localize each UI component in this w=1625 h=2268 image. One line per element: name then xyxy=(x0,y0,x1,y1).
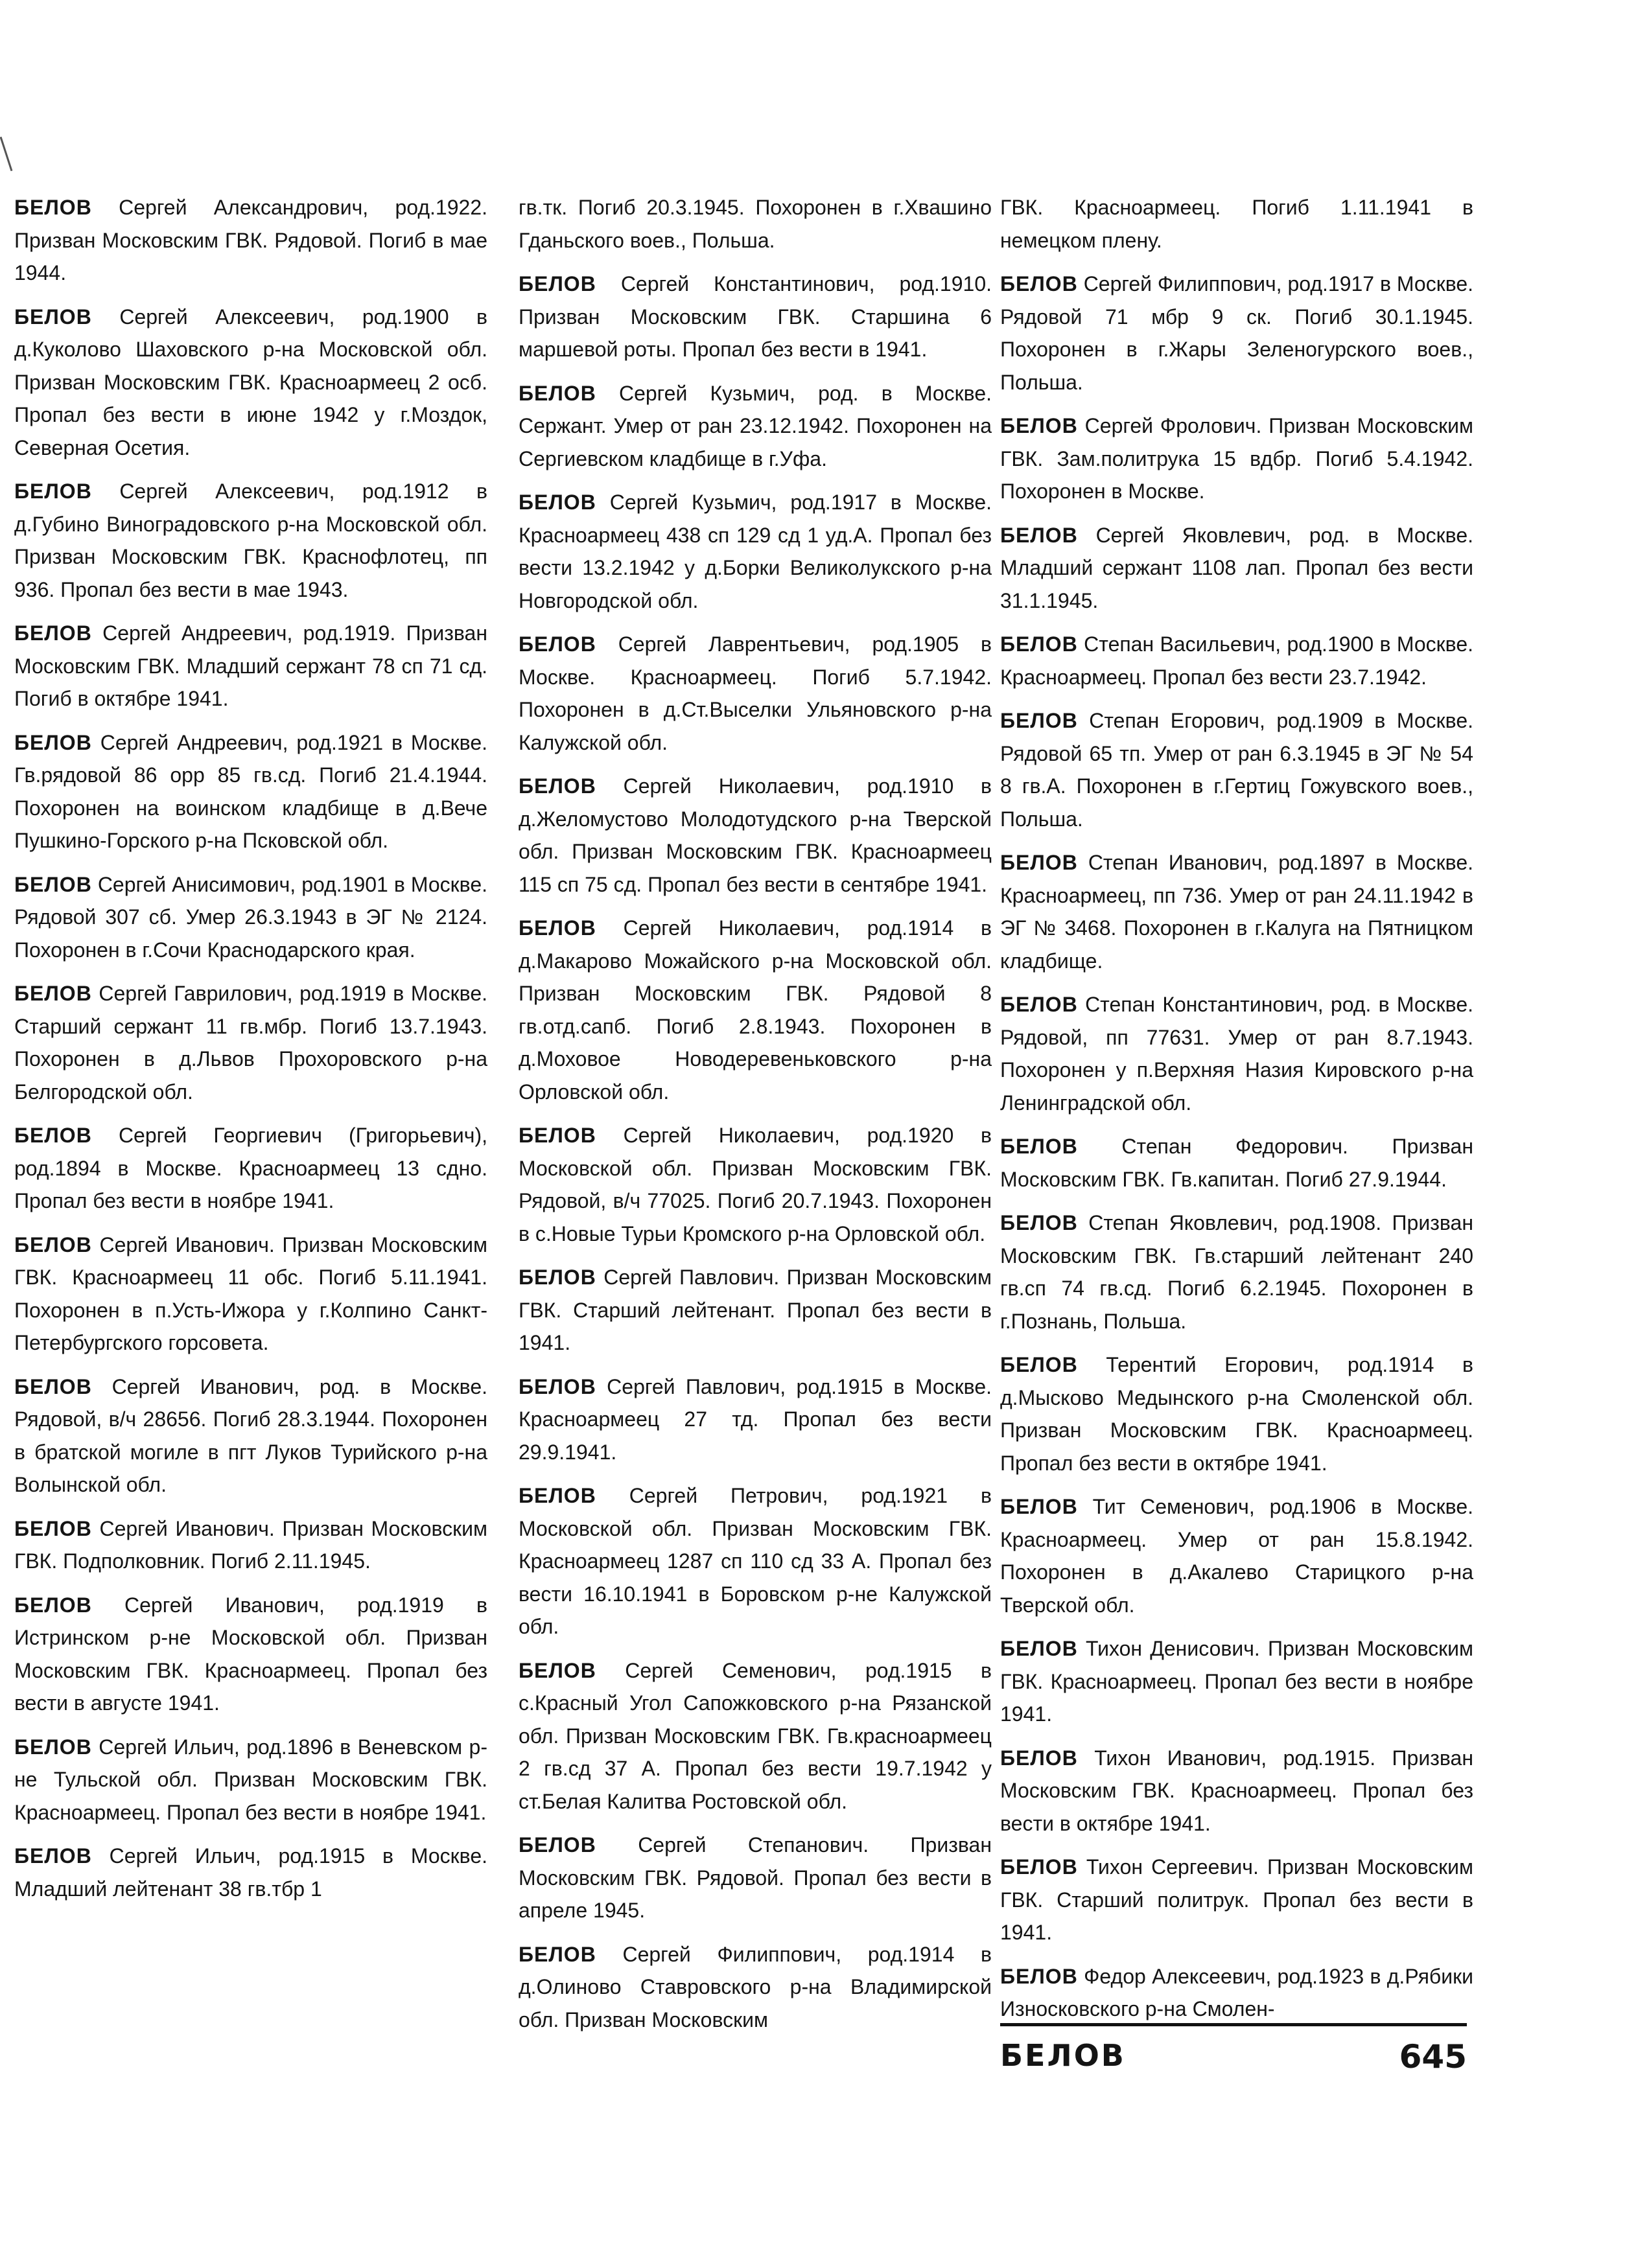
entry xyxy=(519,770,992,901)
entry-surname: БЕЛОВ xyxy=(519,1833,596,1857)
entry-text: Сергей Константинович, род.1910. Призван Московским ГВК. Старшина 6 маршевой роты. Пропал без вести в 1941. xyxy=(519,272,992,361)
entry xyxy=(14,191,487,290)
entry xyxy=(519,377,992,476)
entry-surname: БЕЛОВ xyxy=(1000,272,1078,295)
entry-text: Сергей Андреевич, род.1919. Призван Московским ГВК. Младший сержант 78 сп 71 сд. Погиб в октябре 1941. xyxy=(14,621,488,710)
entry-text: Сергей Филиппович, род.1914 в д.Олиново Ставровского р-на Владимирской обл. Призван Московским xyxy=(519,1942,992,2031)
entry-surname: БЕЛОВ xyxy=(519,1942,596,1966)
entry xyxy=(14,726,487,857)
entry xyxy=(1000,410,1473,508)
entry-text: Сергей Филиппович, род.1917 в Москве. Рядовой 71 мбр 9 ск. Погиб 30.1.1945. Похоронен в г.Жары Зеленогурского воев., Польша. xyxy=(1000,272,1474,394)
entry-text: Сергей Кузьмич, род.1917 в Москве. Красноармеец 438 сп 129 сд 1 уд.А. Пропал без вести 13.2.1942 у д.Борки Великолукского р-на Новгородской обл. xyxy=(519,491,992,612)
entry xyxy=(519,1119,992,1250)
entry-surname: БЕЛОВ xyxy=(1000,1746,1078,1770)
entry-surname: БЕЛОВ xyxy=(519,1266,596,1289)
entry xyxy=(519,1261,992,1360)
entry-text: Сергей Ильич, род.1915 в Москве. Младший лейтенант 38 гв.тбр 1 xyxy=(14,1844,487,1901)
entry-surname: БЕЛОВ xyxy=(14,1844,92,1868)
entry xyxy=(519,1938,992,2037)
entry xyxy=(1000,519,1473,618)
entry-text: Степан Иванович, род.1897 в Москве. Красноармеец, пп 736. Умер от ран 24.11.1942 в ЭГ № 3468. Похоронен в г.Калуга на Пятницком кладбище. xyxy=(1000,851,1473,973)
entry-text: Сергей Петрович, род.1921 в Московской обл. Призван Московским ГВК. Красноармеец 1287 сп 110 сд 33 А. Пропал без вести 16.10.1941 в Боровском р-не Калужской обл. xyxy=(519,1484,992,1638)
entry-text: Степан Егорович, род.1909 в Москве. Рядовой 65 тп. Умер от ран 6.3.1945 в ЭГ № 54 8 гв.А. Похоронен в г.Гертиц Гожувского воев., Польша. xyxy=(1000,709,1474,831)
entry-text: Сергей Георгиевич (Григорьевич), род.1894 в Москве. Красноармеец 13 сдно. Пропал без вести в ноябре 1941. xyxy=(14,1124,488,1212)
entry xyxy=(1000,1490,1473,1621)
entry-text: Сергей Яковлевич, род. в Москве. Младший сержант 1108 лап. Пропал без вести 31.1.1945. xyxy=(1000,523,1473,612)
column-2 xyxy=(519,191,992,2047)
entry xyxy=(1000,1348,1473,1479)
entry xyxy=(14,1840,487,1905)
column-1 xyxy=(14,191,487,1916)
entry-surname: БЕЛОВ xyxy=(519,774,596,798)
entry-text: Сергей Николаевич, род.1914 в д.Макарово Можайского р-на Московской обл. Призван Московским ГВК. Рядовой 8 гв.отд.сапб. Погиб 2.8.1943. Похоронен в д.Моховое Новодеревеньковского р-на Орловской обл. xyxy=(519,916,992,1104)
entry xyxy=(519,486,992,617)
entry-text: Сергей Андреевич, род.1921 в Москве. Гв.рядовой 86 орр 85 гв.сд. Погиб 21.4.1944. Похоронен на воинском кладбище в д.Вече Пушкино-Горского р-на Псковской обл. xyxy=(14,730,488,852)
entry-surname: БЕЛОВ xyxy=(1000,1135,1078,1158)
entry-surname: БЕЛОВ xyxy=(14,480,92,503)
entry-surname: БЕЛОВ xyxy=(1000,1637,1078,1660)
entry xyxy=(14,475,487,606)
entry xyxy=(1000,1742,1473,1840)
entry-surname: БЕЛОВ xyxy=(1000,1964,1078,1988)
entry-text: Сергей Гаврилович, род.1919 в Москве. Старший сержант 11 гв.мбр. Погиб 13.7.1943. Похоронен в д.Львов Прохоровского р-на Белгородской обл. xyxy=(14,982,487,1104)
entry-text: ГВК. Красноармеец. Погиб 1.11.1941 в немецком плену. xyxy=(1000,196,1473,252)
entry xyxy=(14,1589,487,1720)
entry xyxy=(1000,191,1473,257)
entry-text: Степан Васильевич, род.1900 в Москве. Красноармеец. Пропал без вести 23.7.1942. xyxy=(1000,632,1474,689)
entry-surname: БЕЛОВ xyxy=(1000,632,1078,656)
entry-surname: БЕЛОВ xyxy=(1000,414,1078,437)
entry-surname: БЕЛОВ xyxy=(519,916,596,940)
entry xyxy=(14,977,487,1108)
entry-surname: БЕЛОВ xyxy=(14,1232,92,1256)
entry-text: Степан Константинович, род. в Москве. Рядовой, пп 77631. Умер от ран 8.7.1943. Похоронен у п.Верхняя Назия Кировского р-на Ленинградской обл. xyxy=(1000,993,1474,1115)
entry xyxy=(14,1731,487,1829)
entry-text: Сергей Алексеевич, род.1900 в д.Куколово Шаховского р-на Московской обл. Призван Московским ГВК. Красноармеец 2 осб. Пропал без вести в июне 1942 у г.Моздок, Северная Осетия. xyxy=(14,305,488,459)
entry xyxy=(519,1829,992,1927)
entry xyxy=(14,1371,487,1501)
entry xyxy=(1000,1130,1473,1196)
entry-text: Сергей Александрович, род.1922. Призван Московским ГВК. Рядовой. Погиб в мае 1944. xyxy=(14,196,487,284)
entry-surname: БЕЛОВ xyxy=(1000,523,1078,547)
entry-text: Тихон Иванович, род.1915. Призван Московским ГВК. Красноармеец. Пропал без вести в октябре 1941. xyxy=(1000,1746,1473,1835)
entry xyxy=(1000,846,1473,977)
entry xyxy=(14,1119,487,1218)
entry xyxy=(519,912,992,1108)
entry xyxy=(519,1479,992,1643)
entry-surname: БЕЛОВ xyxy=(14,730,92,754)
entry-surname: БЕЛОВ xyxy=(14,1374,92,1398)
entry-surname: БЕЛОВ xyxy=(1000,1495,1078,1518)
entry-text: Терентий Егорович, род.1914 в д.Мысково Медынского р-на Смоленской обл. Призван Московским ГВК. Красноармеец. Пропал без вести в октябре 1941. xyxy=(1000,1353,1474,1475)
entry-surname: БЕЛОВ xyxy=(14,982,92,1005)
entry-surname: БЕЛОВ xyxy=(519,1658,596,1682)
entry xyxy=(519,268,992,366)
entry-surname: БЕЛОВ xyxy=(1000,1211,1078,1234)
entry-text: Тихон Сергеевич. Призван Московским ГВК. Старший политрук. Пропал без вести в 1941. xyxy=(1000,1855,1473,1944)
footer-surname: БЕЛОВ xyxy=(1000,2038,1126,2073)
entry-surname: БЕЛОВ xyxy=(14,1593,92,1617)
entry-surname: БЕЛОВ xyxy=(14,1124,92,1147)
entry-surname: БЕЛОВ xyxy=(519,632,596,656)
entry-surname: БЕЛОВ xyxy=(1000,709,1078,732)
entry-text: Тихон Денисович. Призван Московским ГВК. Красноармеец. Пропал без вести в ноябре 1941. xyxy=(1000,1637,1474,1726)
entry-surname: БЕЛОВ xyxy=(14,621,92,645)
entry-text: Сергей Павлович. Призван Московским ГВК. Старший лейтенант. Пропал без вести в 1941. xyxy=(519,1266,992,1354)
entry-surname: БЕЛОВ xyxy=(14,1516,92,1540)
entry-surname: БЕЛОВ xyxy=(519,1374,596,1398)
scan-mark xyxy=(0,137,12,171)
entry xyxy=(1000,1632,1473,1731)
entry xyxy=(1000,988,1473,1119)
entry-text: Сергей Фролович. Призван Московским ГВК. Зам.политрука 15 вдбр. Погиб 5.4.1942. Похоронен в Москве. xyxy=(1000,414,1473,503)
column-3 xyxy=(1000,191,1473,2037)
entry-text: Тит Семенович, род.1906 в Москве. Красноармеец. Умер от ран 15.8.1942. Похоронен в д.Акалево Старицкого р-на Тверской обл. xyxy=(1000,1495,1473,1617)
entry-surname: БЕЛОВ xyxy=(519,1484,596,1507)
entry xyxy=(14,617,487,715)
entry-surname: БЕЛОВ xyxy=(14,1735,92,1759)
entry xyxy=(519,628,992,759)
entry-text: гв.тк. Погиб 20.3.1945. Похоронен в г.Хвашино Гданьского воев., Польша. xyxy=(519,196,992,252)
entry-surname: БЕЛОВ xyxy=(519,272,596,295)
entry-surname: БЕЛОВ xyxy=(1000,1855,1078,1879)
entry-text: Степан Яковлевич, род.1908. Призван Московским ГВК. Гв.старший лейтенант 240 гв.сп 74 гв.сд. Погиб 6.2.1945. Похоронен в г.Познань, Польша. xyxy=(1000,1211,1474,1333)
entry xyxy=(1000,1851,1473,1949)
entry-text: Сергей Степанович. Призван Московским ГВК. Рядовой. Пропал без вести в апреле 1945. xyxy=(519,1833,992,1922)
entry-surname: БЕЛОВ xyxy=(519,491,596,514)
entry-surname: БЕЛОВ xyxy=(519,381,596,405)
entry xyxy=(14,868,487,967)
entry-text: Сергей Павлович, род.1915 в Москве. Красноармеец 27 тд. Пропал без вести 29.9.1941. xyxy=(519,1374,992,1464)
page-number: 645 xyxy=(1399,2038,1467,2076)
entry-surname: БЕЛОВ xyxy=(519,1124,596,1147)
entry-text: Сергей Иванович, род. в Москве. Рядовой, в/ч 28656. Погиб 28.3.1944. Похоронен в братской могиле в пгт Луков Турийского р-на Волынской обл. xyxy=(14,1374,488,1496)
entry-text: Сергей Иванович. Призван Московским ГВК. Подполковник. Погиб 2.11.1945. xyxy=(14,1516,488,1573)
entry-text: Степан Федорович. Призван Московским ГВК. Гв.капитан. Погиб 27.9.1944. xyxy=(1000,1135,1473,1191)
entry-text: Сергей Иванович. Призван Московским ГВК. Красноармеец 11 обс. Погиб 5.11.1941. Похоронен в п.Усть-Ижора у г.Колпино Санкт-Петербургского горсовета. xyxy=(14,1232,488,1354)
entry-text: Сергей Ильич, род.1896 в Веневском р-не Тульской обл. Призван Московским ГВК. Красноармеец. Пропал без вести в ноябре 1941. xyxy=(14,1735,488,1824)
entry xyxy=(14,1229,487,1360)
entry-text: Сергей Кузьмич, род. в Москве. Сержант. Умер от ран 23.12.1942. Похоронен на Сергиевском кладбище в г.Уфа. xyxy=(519,381,992,470)
entry-text: Сергей Николаевич, род.1910 в д.Желомустово Молодотудского р-на Тверской обл. Призван Московским ГВК. Красноармеец 115 сп 75 сд. Пропал без вести в сентябре 1941. xyxy=(519,774,992,896)
entry xyxy=(1000,268,1473,399)
entry-text: Сергей Анисимович, род.1901 в Москве. Рядовой 307 сб. Умер 26.3.1943 в ЭГ № 2124. Похоронен в г.Сочи Краснодарского края. xyxy=(14,872,487,962)
entry xyxy=(1000,1207,1473,1337)
entry-text: Сергей Алексеевич, род.1912 в д.Губино Виноградовского р-на Московской обл. Призван Московским ГВК. Краснофлотец, пп 936. Пропал без вести в мае 1943. xyxy=(14,480,488,601)
entry xyxy=(1000,1960,1473,2026)
entry-surname: БЕЛОВ xyxy=(1000,851,1078,874)
entry-text: Сергей Семенович, род.1915 в с.Красный Угол Сапожковского р-на Рязанской обл. Призван Московским ГВК. Гв.красноармеец 2 гв.сд 37 А. Пропал без вести 19.7.1942 у ст.Белая Калитва Ростовской обл. xyxy=(519,1658,992,1813)
entry xyxy=(519,1654,992,1818)
entry-surname: БЕЛОВ xyxy=(1000,1353,1078,1376)
entry xyxy=(1000,704,1473,835)
entry-surname: БЕЛОВ xyxy=(14,196,92,219)
entry xyxy=(14,1512,487,1578)
page-footer xyxy=(1000,2023,1467,2076)
entry-text: Сергей Николаевич, род.1920 в Московской обл. Призван Московским ГВК. Рядовой, в/ч 77025. Погиб 20.7.1943. Похоронен в с.Новые Турьи Кромского р-на Орловской обл. xyxy=(519,1124,992,1245)
entry xyxy=(519,191,992,257)
entry-text: Федор Алексеевич, род.1923 в д.Рябики Износковского р-на Смолен- xyxy=(1000,1964,1474,2020)
entry xyxy=(14,301,487,465)
entry-surname: БЕЛОВ xyxy=(14,305,92,329)
entry-text: Сергей Лаврентьевич, род.1905 в Москве. Красноармеец. Погиб 5.7.1942. Похоронен в д.Ст.Выселки Ульяновского р-на Калужской обл. xyxy=(519,632,992,754)
entry xyxy=(1000,628,1473,693)
entry xyxy=(519,1371,992,1469)
entry-surname: БЕЛОВ xyxy=(1000,993,1078,1016)
entry-text: Сергей Иванович, род.1919 в Истринском р-не Московской обл. Призван Московским ГВК. Красноармеец. Пропал без вести в августе 1941. xyxy=(14,1593,487,1715)
entry-surname: БЕЛОВ xyxy=(14,872,92,896)
